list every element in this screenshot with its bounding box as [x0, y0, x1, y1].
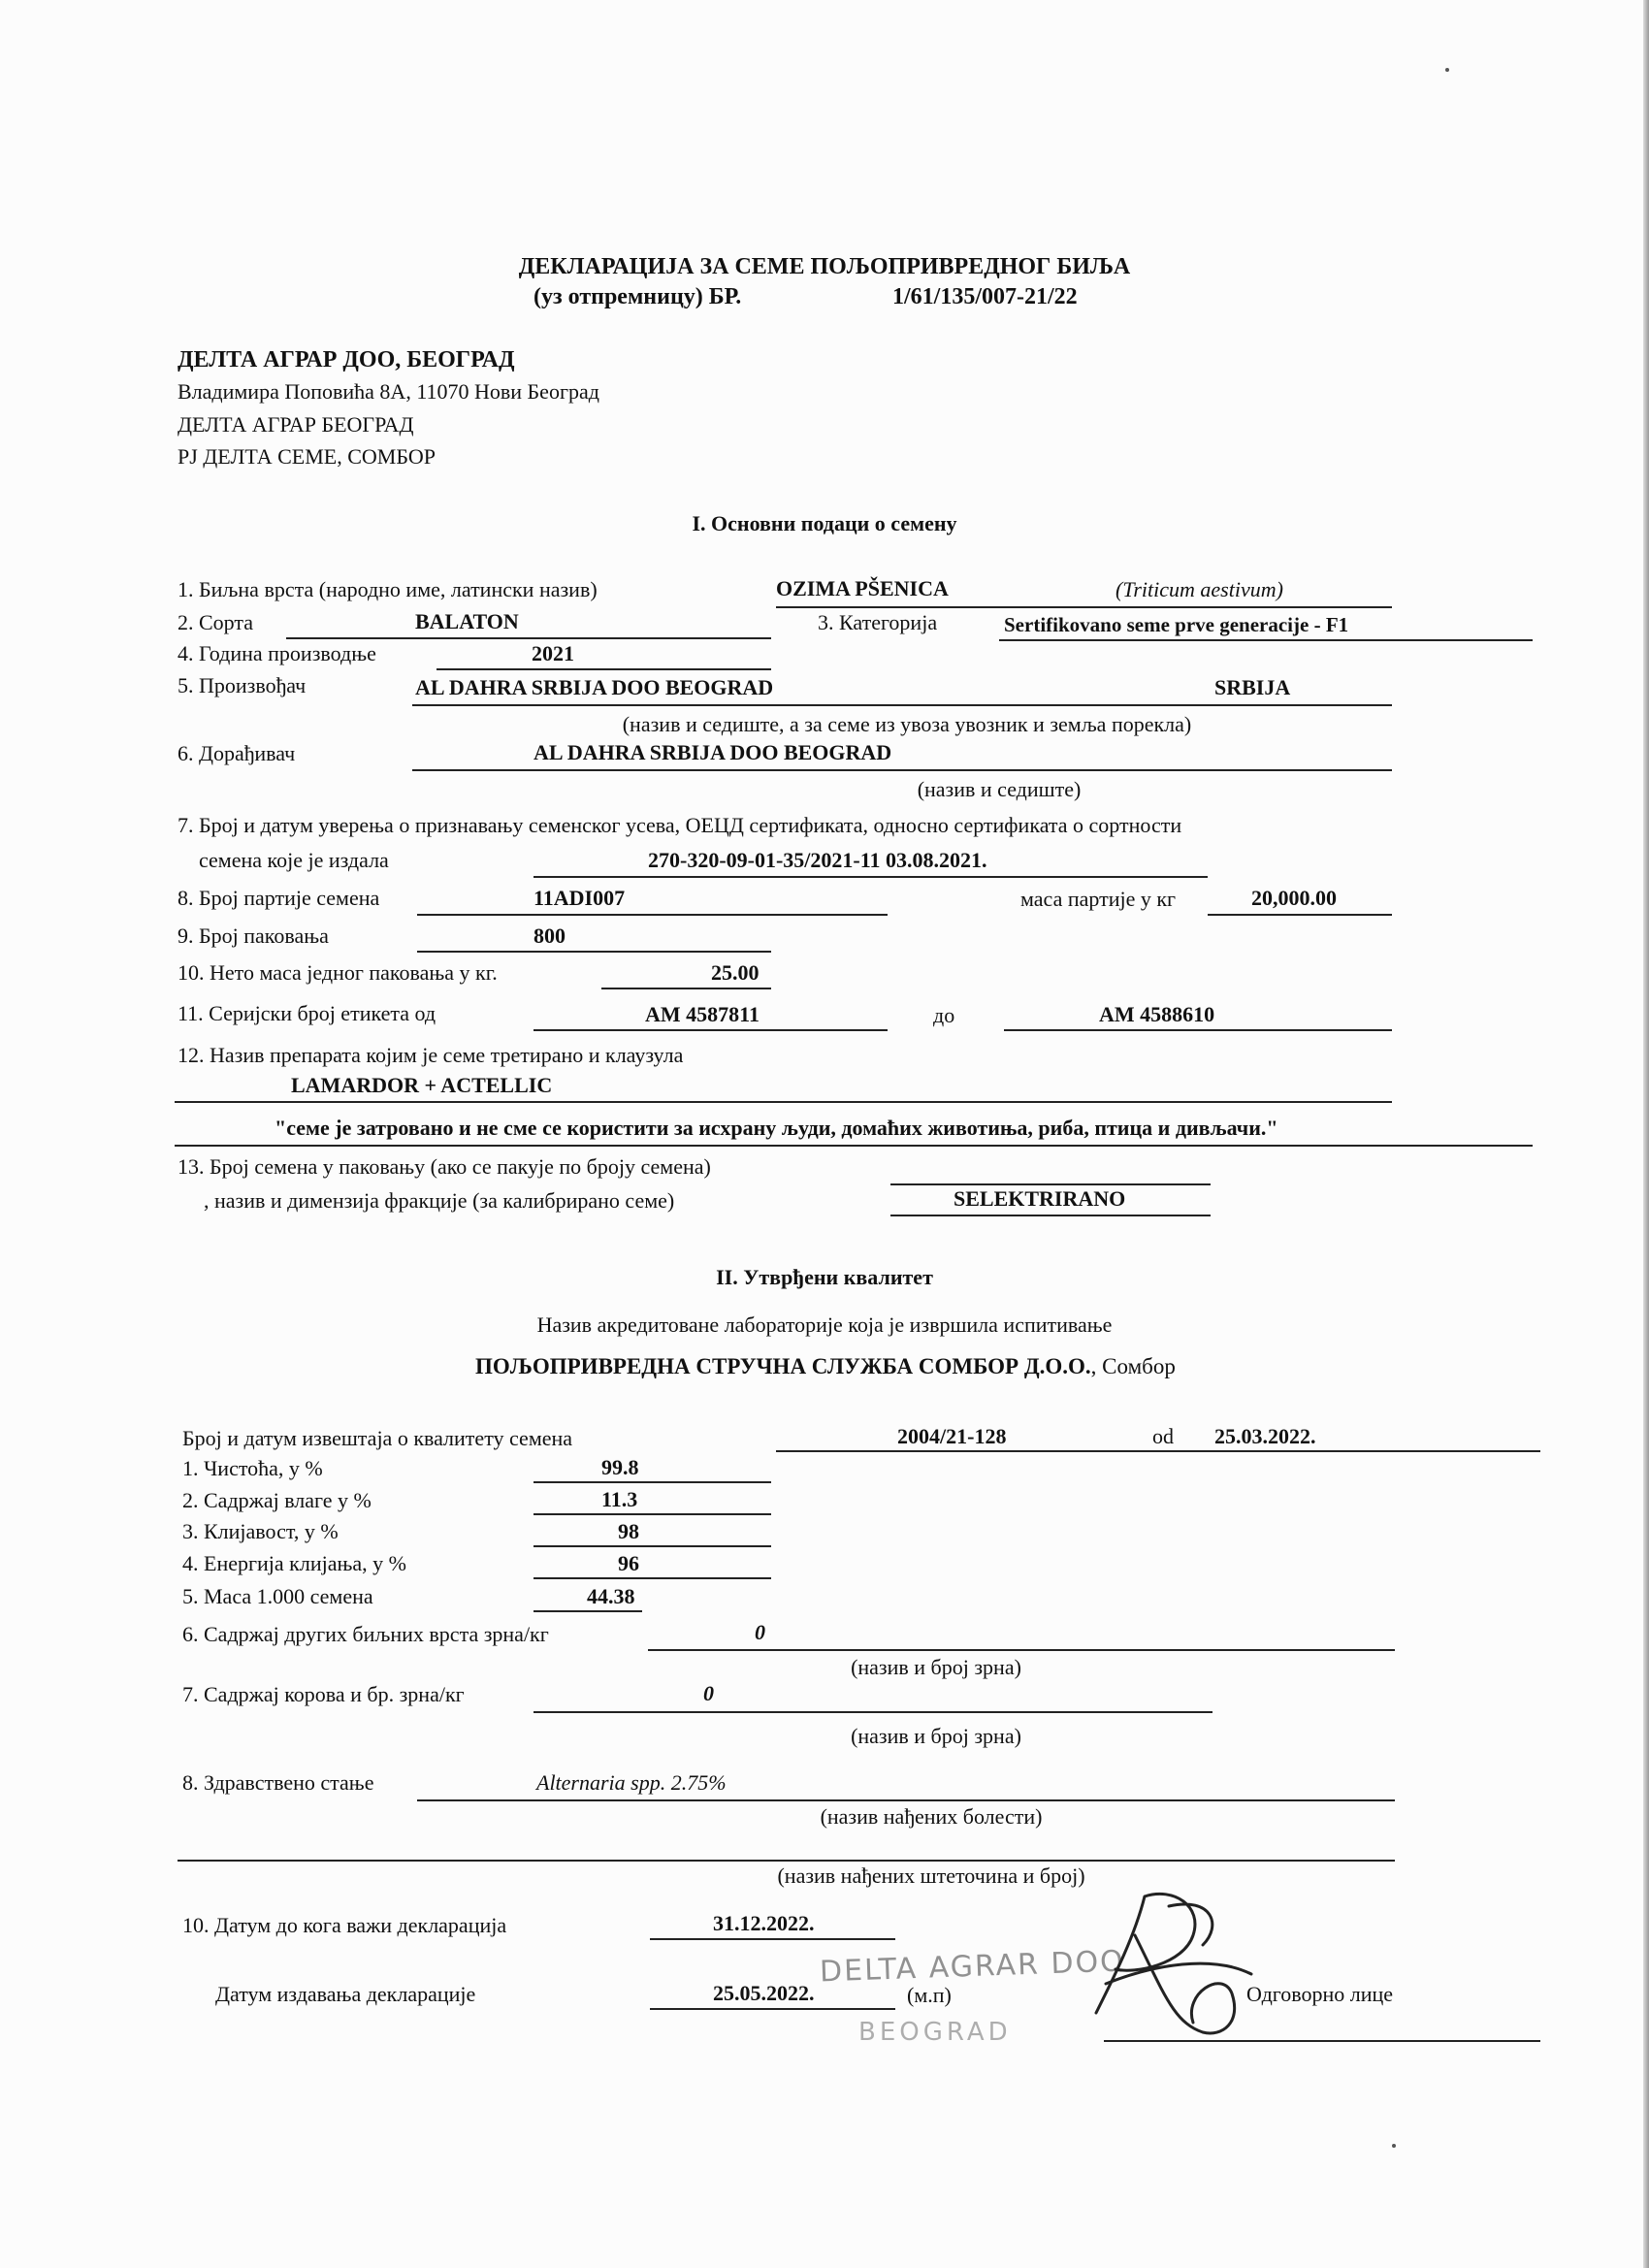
quality2-value: 11.3 — [601, 1487, 638, 1511]
quality4-label: 4. Енергија клијања, у % — [182, 1551, 406, 1575]
field6-caption: (назив и седиште) — [917, 777, 1082, 801]
signature-mark — [1077, 1877, 1271, 2052]
quality1-underline — [534, 1481, 771, 1483]
field9-value: 800 — [534, 923, 566, 948]
field11-to-label: до — [933, 1003, 955, 1027]
field8-mass-underline — [1208, 914, 1392, 916]
scan-speck — [1392, 2144, 1396, 2148]
issue-date-underline — [650, 2008, 895, 2010]
scan-speck — [1445, 68, 1449, 72]
field5-caption: (назив и седиште, а за семе из увоза увозник и земља порекла) — [622, 712, 1192, 736]
field11-from-underline — [534, 1029, 888, 1031]
lab-name-text: ПОЉОПРИВРЕДНА СТРУЧНА СЛУЖБА СОМБОР Д.О.О. — [475, 1354, 1091, 1378]
company-stamp: DELTA AGRAR DOO — [819, 1944, 1126, 1990]
field10-underline — [601, 988, 771, 989]
validity-underline — [650, 1938, 895, 1940]
field3-underline — [999, 639, 1533, 641]
field13-label2: , назив и димензија фракције (за калибрирано семе) — [204, 1188, 675, 1213]
field2-label: 2. Сорта — [178, 610, 254, 634]
field10-label: 10. Нето маса једног паковања у кг. — [178, 960, 498, 985]
lab-caption: Назив акредитоване лабораторије која је извршила испитивање — [536, 1312, 1113, 1337]
company-line4: РЈ ДЕЛТА СЕМЕ, СОМБОР — [178, 444, 436, 469]
field8-mass-value: 20,000.00 — [1251, 886, 1337, 910]
quality3-underline — [534, 1545, 771, 1547]
field10-value: 25.00 — [711, 960, 760, 985]
report-underline — [776, 1450, 1540, 1452]
quality9-caption: (назив нађених штеточина и број) — [777, 1863, 1085, 1888]
field1-latin: (Triticum aestivum) — [1116, 577, 1283, 601]
field1-label: 1. Биљна врста (народно име, латински назив) — [178, 577, 598, 601]
quality8-label: 8. Здравствено стање — [182, 1770, 374, 1795]
field13-label: 13. Број семена у паковању (ако се пакује по броју семена) — [178, 1154, 711, 1179]
section2-heading: II. Утврђени квалитет — [716, 1265, 933, 1289]
quality6-underline — [648, 1649, 1395, 1651]
report-date: 25.03.2022. — [1214, 1424, 1316, 1448]
field7-label: 7. Број и датум уверења о признавању семенског усева, ОЕЦД сертификата, односно сертификата о сортности — [178, 813, 1182, 837]
report-od: od — [1152, 1424, 1174, 1448]
issue-date-value: 25.05.2022. — [713, 1981, 815, 2005]
field12-label: 12. Назив препарата којим је семе третирано и клаузула — [178, 1043, 684, 1067]
field11-from: AM 4587811 — [645, 1002, 760, 1026]
report-label: Број и датум извештаја о квалитету семена — [182, 1426, 573, 1450]
field12-clause-underline — [175, 1145, 1533, 1147]
field3-label: 3. Категорија — [818, 610, 938, 634]
quality5-label: 5. Маса 1.000 семена — [182, 1584, 373, 1608]
quality7-caption: (назив и број зрна) — [851, 1724, 1021, 1748]
field5-value: AL DAHRA SRBIJA DOO BEOGRAD — [415, 675, 774, 699]
quality8-caption: (назив нађених болести) — [820, 1804, 1043, 1829]
field7-underline — [534, 876, 1208, 878]
declaration-number: 1/61/135/007-21/22 — [892, 284, 1078, 309]
quality3-value: 98 — [618, 1519, 639, 1543]
company-address: Владимира Поповића 8А, 11070 Нови Београд — [178, 379, 599, 404]
field6-underline — [412, 769, 1392, 771]
field7-value: 270-320-09-01-35/2021-11 03.08.2021. — [648, 848, 987, 872]
field8-value: 11ADI007 — [534, 886, 626, 910]
quality1-label: 1. Чистоћа, у % — [182, 1456, 323, 1480]
quality9-underline — [178, 1860, 1395, 1862]
field9-label: 9. Број паковања — [178, 923, 329, 948]
field12-value: LAMARDOR + ACTELLIC — [291, 1073, 553, 1097]
page-edge — [1643, 0, 1649, 2268]
field1-underline — [776, 606, 1392, 608]
quality8-underline — [417, 1799, 1395, 1801]
field7-label2: семена које је издала — [199, 848, 389, 872]
field11-label: 11. Серијски број етикета од — [178, 1001, 436, 1025]
quality2-label: 2. Садржај влаге у % — [182, 1488, 372, 1512]
company-name: ДЕЛТА АГРАР ДОО, БЕОГРАД — [178, 347, 515, 373]
field6-value: AL DAHRA SRBIJA DOO BEOGRAD — [534, 740, 892, 764]
quality4-underline — [534, 1577, 771, 1579]
field11-to-underline — [1004, 1029, 1392, 1031]
field11-to: AM 4588610 — [1099, 1002, 1215, 1026]
quality7-underline — [534, 1711, 1212, 1713]
responsible-person-label: Одговорно лице — [1246, 1982, 1394, 2006]
quality7-value: 0 — [703, 1681, 714, 1705]
document-subtitle-label: (уз отпремницу) БР. — [534, 284, 742, 309]
quality3-label: 3. Клијавост, у % — [182, 1519, 339, 1543]
company-line3: ДЕЛТА АГРАР БЕОГРАД — [178, 412, 414, 437]
document-title: ДЕКЛАРАЦИЈА ЗА СЕМЕ ПОЉОПРИВРЕДНОГ БИЉА — [518, 254, 1131, 279]
quality6-caption: (назив и број зрна) — [851, 1655, 1021, 1679]
issue-date-label: Датум издавања декларације — [215, 1982, 476, 2006]
field5-underline — [412, 704, 1392, 706]
field4-value: 2021 — [532, 641, 574, 665]
quality6-value: 0 — [755, 1620, 765, 1644]
field13-underline — [890, 1215, 1211, 1216]
seal-label: (м.п) — [907, 1983, 952, 2007]
quality6-label: 6. Садржај других биљних врста зрна/кг — [182, 1622, 549, 1646]
field6-label: 6. Дорађивач — [178, 741, 296, 765]
quality7-label: 7. Садржај корова и бр. зрна/кг — [182, 1682, 465, 1706]
field2-value: BALATON — [415, 609, 519, 633]
lab-name — [475, 1354, 1176, 1379]
quality5-value: 44.38 — [587, 1584, 635, 1608]
quality2-underline — [534, 1513, 771, 1515]
field13-upper-line — [890, 1183, 1211, 1185]
report-number: 2004/21-128 — [897, 1424, 1007, 1448]
quality1-value: 99.8 — [601, 1455, 639, 1479]
field8-underline — [417, 914, 888, 916]
field1-value: OZIMA PŠENICA — [776, 576, 949, 600]
section1-heading: I. Основни подаци о семену — [692, 511, 957, 535]
field9-underline — [417, 951, 771, 953]
validity-label: 10. Датум до кога важи декларација — [182, 1913, 507, 1937]
field3-value: Sertifikovano seme prve generacije - F1 — [1004, 613, 1349, 636]
field12-clause: "семе је затровано и не сме се користити за исхрану људи, домаћих животиња, риба, птица и дивљачи." — [275, 1116, 1278, 1140]
company-stamp-city: BEOGRAD — [858, 2018, 1012, 2047]
quality5-underline — [534, 1610, 642, 1612]
field4-underline — [436, 668, 771, 670]
field13-value: SELEKTRIRANO — [954, 1186, 1126, 1211]
field5-country: SRBIJA — [1214, 675, 1291, 699]
field2-underline — [286, 637, 771, 639]
field8-label: 8. Број партије семена — [178, 886, 380, 910]
validity-value: 31.12.2022. — [713, 1911, 815, 1935]
field5-label: 5. Произвођач — [178, 673, 307, 697]
field8-mass-label: маса партије у кг — [1020, 887, 1177, 911]
field4-label: 4. Година производње — [178, 641, 376, 665]
field12-underline — [175, 1101, 1392, 1103]
quality4-value: 96 — [618, 1551, 639, 1575]
quality8-value: Alternaria spp. 2.75% — [536, 1770, 727, 1795]
lab-city: , Сомбор — [1090, 1354, 1176, 1378]
